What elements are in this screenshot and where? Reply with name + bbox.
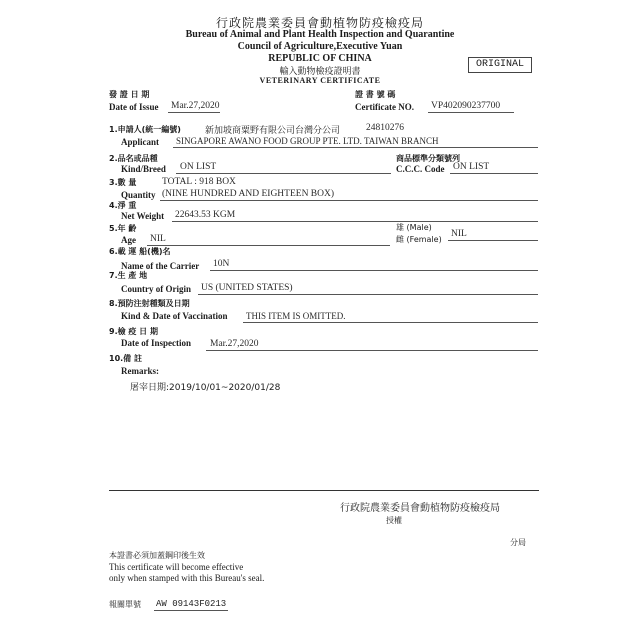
footer-authorized-zh: 授權 — [386, 516, 402, 525]
applicant-name-zh: 新加坡商粟野有限公司台灣分公司 — [205, 126, 341, 136]
certificate-title-zh: 輸入動物檢疫證明書 — [279, 67, 361, 77]
weight-underline — [172, 221, 538, 222]
origin-underline — [198, 294, 538, 295]
quantity-value: (NINE HUNDRED AND EIGHTEEN BOX) — [162, 189, 335, 199]
remarks-label-zh: 10.備 註 — [109, 354, 142, 363]
ccc-code-label-zh: 商品標準分類號列 — [396, 154, 460, 163]
applicant-label: Applicant — [121, 137, 160, 147]
seal-note-en-line1: This certificate will become effective — [109, 562, 244, 572]
ccc-code-underline — [450, 173, 538, 174]
ccc-code-label: C.C.C. Code — [396, 164, 445, 174]
inspection-label: Date of Inspection — [121, 338, 191, 348]
kind-underline — [176, 173, 391, 174]
seal-note-zh: 本證書必須加蓋鋼印後生效 — [109, 551, 205, 560]
date-of-issue-underline — [168, 112, 220, 113]
quantity-total: TOTAL : 918 BOX — [162, 177, 236, 187]
kind-value: ON LIST — [180, 162, 217, 172]
carrier-underline — [210, 270, 538, 271]
origin-label: Country of Origin — [121, 284, 192, 294]
age-label-zh: 5.年 齡 — [109, 224, 137, 233]
certificate-no-value: VP402090237700 — [431, 101, 501, 111]
vaccination-value: THIS ITEM IS OMITTED. — [246, 311, 346, 321]
vaccination-label-zh: 8.預防注射種類及日期 — [109, 299, 190, 308]
remarks-label: Remarks: — [121, 366, 159, 376]
weight-label: Net Weight — [121, 211, 165, 221]
footer-branch-zh: 分局 — [510, 538, 526, 547]
applicant-id: 24810276 — [366, 123, 404, 133]
origin-value: US (UNITED STATES) — [201, 283, 293, 293]
date-of-issue-value: Mar.27,2020 — [171, 101, 220, 111]
ccc-code-value: ON LIST — [453, 162, 490, 172]
customs-no-label-zh: 報關單號 — [109, 600, 141, 609]
kind-label-zh: 2.品名或品種 — [109, 154, 158, 163]
age-underline — [147, 245, 390, 246]
date-of-issue-label-zh: 發 證 日 期 — [109, 90, 150, 99]
original-stamp: ORIGINAL — [468, 57, 532, 73]
quantity-label: Quantity — [121, 190, 156, 200]
date-of-issue-label: Date of Issue — [109, 102, 159, 112]
vaccination-underline — [243, 322, 538, 323]
agency-name-en: Bureau of Animal and Plant Health Inspection and Quarantine — [185, 29, 455, 40]
remarks-value: 屠宰日期:2019/10/01~2020/01/28 — [130, 383, 281, 393]
certificate-no-label: Certificate NO. — [355, 102, 414, 112]
origin-label-zh: 7.生 產 地 — [109, 271, 148, 280]
vaccination-label: Kind & Date of Vaccination — [121, 311, 228, 321]
carrier-label-zh: 6.載 運 船(機)名 — [109, 247, 171, 256]
quantity-label-zh: 3.數 量 — [109, 178, 137, 187]
agency-name-zh: 行政院農業委員會動植物防疫檢疫局 — [215, 16, 424, 30]
certificate-no-underline — [428, 112, 514, 113]
female-label: 雌 (Female) — [396, 235, 442, 244]
footer-agency-zh: 行政院農業委員會動植物防疫檢疫局 — [340, 503, 500, 514]
applicant-label-zh: 1.申請人(統一編號) — [109, 125, 181, 134]
inspection-value: Mar.27,2020 — [210, 339, 259, 349]
inspection-label-zh: 9.檢 疫 日 期 — [109, 327, 158, 336]
male-label: 雄 (Male) — [396, 223, 432, 232]
certificate-title-en: VETERINARY CERTIFICATE — [259, 76, 381, 85]
sex-value: NIL — [451, 229, 467, 239]
carrier-value: 10N — [213, 259, 230, 269]
carrier-label: Name of the Carrier — [121, 261, 200, 271]
footer-divider — [109, 490, 539, 491]
seal-note-en-line2: only when stamped with this Bureau's seal. — [109, 573, 265, 583]
sex-underline — [448, 240, 538, 241]
certificate-no-label-zh: 證 書 號 碼 — [355, 90, 396, 99]
applicant-underline — [173, 147, 538, 148]
council-name-en: Council of Agriculture,Executive Yuan — [237, 41, 403, 52]
customs-no-underline — [154, 610, 228, 611]
age-label: Age — [121, 235, 136, 245]
country-name: REPUBLIC OF CHINA — [268, 53, 372, 64]
kind-label: Kind/Breed — [121, 164, 166, 174]
inspection-underline — [206, 350, 538, 351]
applicant-name-en: SINGAPORE AWANO FOOD GROUP PTE. LTD. TAIWAN BRANCH — [176, 136, 439, 146]
age-value: NIL — [150, 234, 166, 244]
quantity-underline — [160, 200, 538, 201]
weight-value: 22643.53 KGM — [175, 210, 236, 220]
customs-no-value: AW 09143F0213 — [156, 599, 227, 609]
weight-label-zh: 4.淨 重 — [109, 201, 137, 210]
